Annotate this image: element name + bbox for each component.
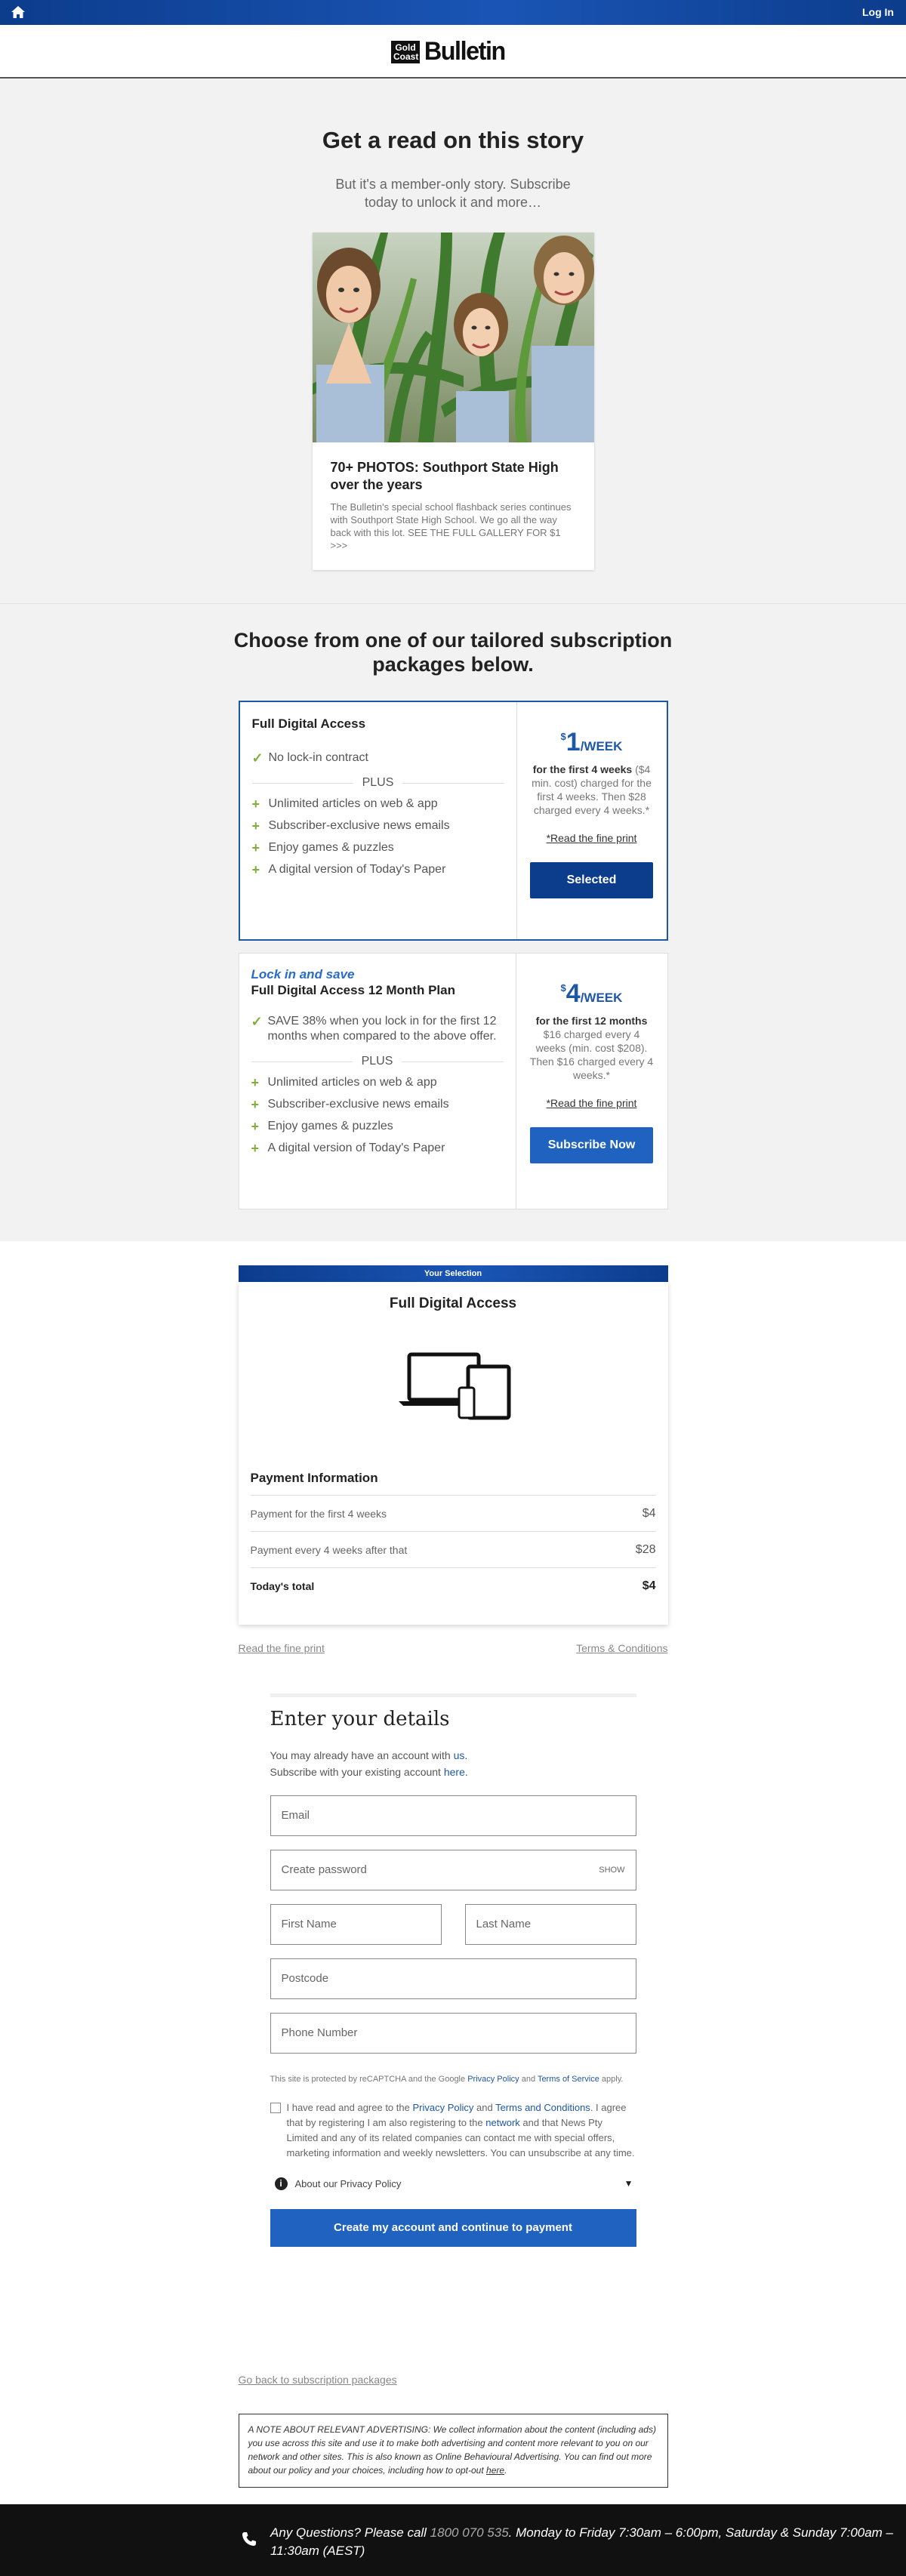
logo-box: Gold Coast — [391, 41, 420, 63]
site-logo[interactable] — [391, 37, 507, 66]
plan-feature: + A digital version of Today's Paper — [251, 862, 446, 877]
hero-title: Get a read on this story — [322, 127, 584, 153]
hero-subtitle: But it's a member-only story. Subscribe today to unlock it and more… — [335, 177, 571, 210]
agree-terms: I have read and agree to the Privacy Policy and Terms and Conditions. I agree that by registering I am also registering to the network and that News Pty Limited and any of its related companies can contact me with special offers, marketing information and weekly newsletters. You can unsubscribe at any time. — [270, 2100, 636, 2161]
plan-tag: Lock in and save — [251, 967, 355, 981]
check-icon: ✓ — [251, 1014, 263, 1029]
selection-card — [239, 1282, 668, 1625]
go-back-link[interactable]: Go back to subscription packages — [238, 2374, 397, 2386]
password-field[interactable]: Create password SHOW — [270, 1850, 636, 1890]
terms-link[interactable]: Terms & Conditions — [576, 1642, 668, 1654]
fine-print-link[interactable]: *Read the fine print — [546, 1097, 637, 1109]
create-account-button[interactable]: Create my account and continue to payment — [270, 2209, 636, 2247]
plan-feature: + Enjoy games & puzzles — [251, 1119, 393, 1134]
terms-conditions-link[interactable]: Terms and Conditions — [495, 2102, 590, 2113]
plus-divider: PLUS — [251, 1055, 504, 1068]
paywall-hero — [0, 79, 906, 604]
plan-feature: + Subscriber-exclusive news emails — [251, 818, 450, 834]
plus-icon: + — [251, 1119, 260, 1134]
advertising-notice: A NOTE ABOUT RELEVANT ADVERTISING: We collect information about the content (including ads) you use across this site and use it to make both advertising and content more relevant to you on our network and other sites. This is also known as Online Behavioural Advertising. You can find out more about our policy and your choices, including how to opt-out here. — [239, 2414, 668, 2488]
your-selection — [239, 1265, 668, 1654]
plan-price-description: for the first 4 weeks ($4 min. cost) charged for the first 4 weeks. Then $28 charged every 4 weeks.* — [532, 763, 652, 816]
phone-field[interactable]: Phone Number — [270, 2013, 636, 2054]
top-bar — [0, 0, 906, 25]
phone-icon — [242, 2531, 257, 2547]
info-icon: i — [275, 2177, 288, 2190]
payment-row: Payment for the first 4 weeks $4 — [251, 1496, 656, 1532]
google-terms-link[interactable]: Terms of Service — [537, 2075, 599, 2084]
subscription-packages — [0, 604, 906, 1241]
plan-feature: ✓ SAVE 38% when you lock in for the first 12 months when compared to the above offer. — [251, 1014, 497, 1043]
plus-icon: + — [251, 1141, 260, 1156]
fine-print-link[interactable]: Read the fine print — [238, 1642, 325, 1654]
fine-print-link[interactable]: *Read the fine print — [546, 832, 637, 844]
plan-feature: + A digital version of Today's Paper — [251, 1141, 445, 1156]
check-icon: ✓ — [251, 750, 263, 766]
plan-name: Full Digital Access 12 Month Plan — [251, 983, 455, 997]
home-icon[interactable] — [11, 5, 26, 19]
article-card — [313, 233, 594, 570]
login-link[interactable]: Log In — [862, 6, 894, 18]
payment-row: Payment every 4 weeks after that $28 — [251, 1532, 656, 1568]
article-title[interactable]: 70+ PHOTOS: Southport State High over the years — [330, 460, 559, 492]
existing-account-text: You may already have an account with us. Subscribe with your existing account here. — [270, 1749, 468, 1778]
plus-icon: + — [251, 862, 260, 877]
show-password-toggle[interactable]: SHOW — [599, 1866, 625, 1875]
selection-title: Full Digital Access — [389, 1296, 517, 1311]
details-heading: Enter your details — [270, 1708, 450, 1730]
logo-word: Bulletin — [424, 37, 505, 66]
plus-icon: + — [251, 1097, 260, 1112]
plus-icon: + — [251, 797, 260, 812]
chevron-down-icon: ▼ — [624, 2178, 633, 2189]
login-here-link[interactable]: here. — [443, 1766, 468, 1778]
agree-checkbox[interactable] — [270, 2103, 281, 2113]
selection-header: Your Selection — [239, 1265, 668, 1282]
masthead — [0, 25, 906, 79]
selected-button[interactable]: Selected — [530, 862, 653, 898]
plan-feature: + Unlimited articles on web & app — [251, 797, 438, 812]
plan-feature: + Subscriber-exclusive news emails — [251, 1097, 449, 1112]
phone-number-link[interactable]: 1800 070 535 — [430, 2525, 509, 2540]
privacy-policy-link[interactable]: Privacy Policy — [412, 2102, 474, 2113]
last-name-field[interactable]: Last Name — [465, 1904, 636, 1945]
privacy-policy-toggle[interactable]: i About our Privacy Policy ▼ — [270, 2174, 636, 2192]
payment-info-title: Payment Information — [251, 1471, 656, 1496]
plus-icon: + — [251, 840, 260, 855]
article-photo — [313, 233, 594, 442]
login-us-link[interactable]: us. — [453, 1749, 468, 1761]
plus-icon: + — [251, 1075, 260, 1090]
opt-out-link[interactable]: here — [486, 2465, 505, 2476]
plan-feature: + Enjoy games & puzzles — [251, 840, 394, 855]
details-form — [270, 1693, 636, 2247]
plan-price: $4/WEEK — [560, 979, 623, 1008]
plan-card-12-month[interactable] — [239, 953, 668, 1209]
article-description: The Bulletin's special school flashback series continues with Southport State High School. We go all the way back with this lot. SEE THE FULL GALLERY FOR $1 >>> — [330, 501, 572, 551]
email-field[interactable]: Email — [270, 1795, 636, 1836]
payment-total-row: Today's total $4 — [250, 1579, 656, 1592]
plan-price-description: for the first 12 months $16 charged every 4 weeks (min. cost $208). Then $16 charged every 4 weeks.* — [529, 1015, 654, 1081]
network-link[interactable]: network — [485, 2117, 520, 2128]
packages-heading: Choose from one of our tailored subscription packages below. — [233, 629, 673, 676]
plan-feature: ✓ No lock-in contract — [251, 750, 368, 766]
footer-contact: Any Questions? Please call 1800 070 535. Monday to Friday 7:30am – 6:00pm, Saturday & Sunday 7:00am – 11:30am (AEST) — [0, 2504, 906, 2576]
plan-feature: + Unlimited articles on web & app — [251, 1075, 437, 1090]
devices-icon — [393, 1348, 513, 1424]
plan-price: $1/WEEK — [560, 728, 623, 756]
google-privacy-link[interactable]: Privacy Policy — [467, 2075, 519, 2084]
recaptcha-notice: This site is protected by reCAPTCHA and the Google Privacy Policy and Terms of Service apply. — [270, 2075, 624, 2084]
plan-name: Full Digital Access — [251, 716, 366, 731]
subscribe-now-button[interactable]: Subscribe Now — [530, 1127, 653, 1163]
postcode-field[interactable]: Postcode — [270, 1958, 636, 1999]
first-name-field[interactable]: First Name — [270, 1904, 442, 1945]
plus-divider: PLUS — [252, 776, 504, 790]
plan-card-full-digital[interactable] — [239, 701, 668, 941]
plus-icon: + — [251, 818, 260, 834]
